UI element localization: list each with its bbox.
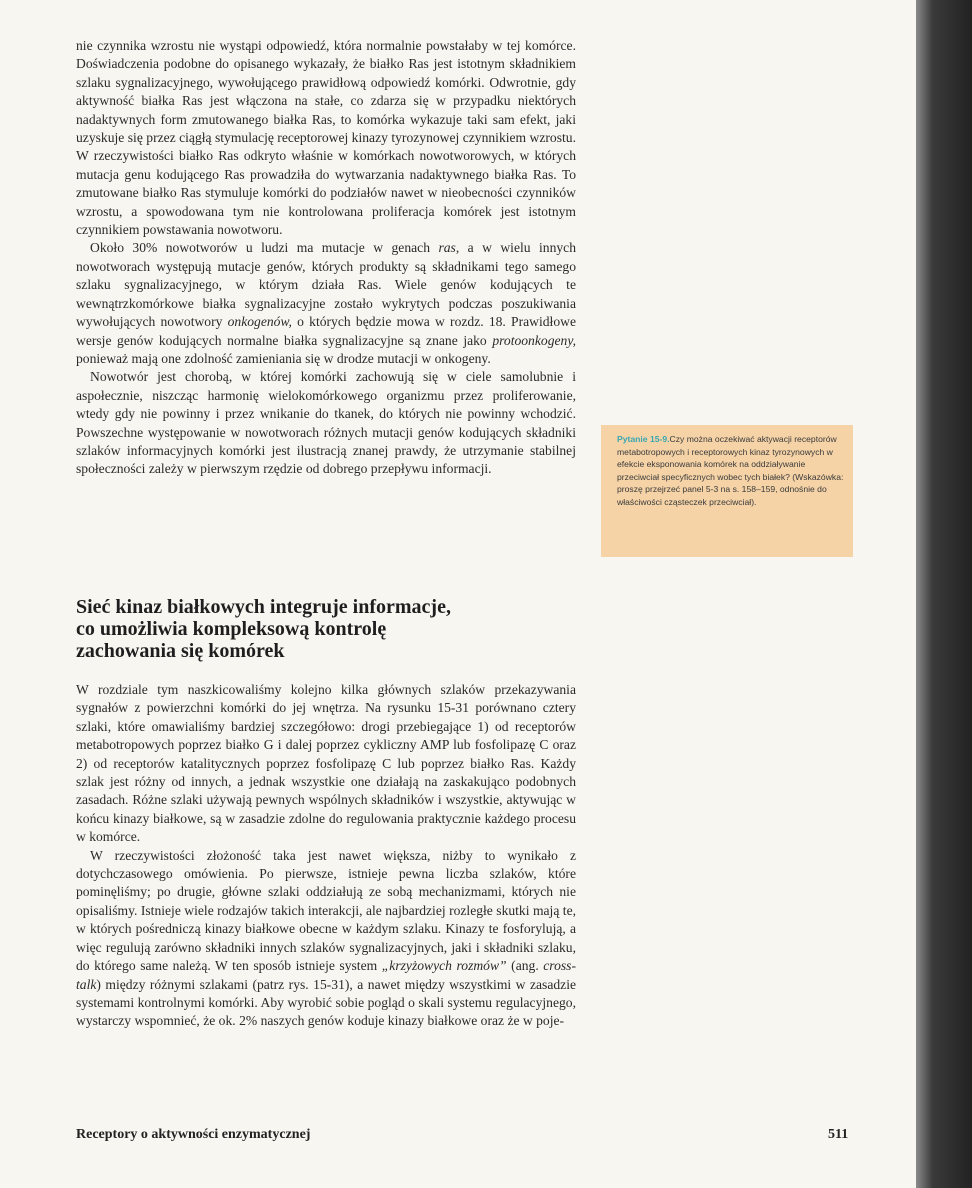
paragraph-signal-pathways: W rozdziale tym naszkicowaliśmy kolejno kilka głównych szlaków przekazywania sygnałów z powierzchni komórki do jej wnętrza. Na rysunku 15-31 porównano cztery szlaki, które omawialiśmy bardziej szczegółowo: drogi przebiegające 1) od receptorów metabotropowych poprzez białko G i dalej poprzez cykliczny AMP lub fosfolipazę C oraz 2) od receptorów katalitycznych poprzez fosfolipazę C lub poprzez białko Ras. Każdy szlak jest różny od innych, a jednak wszystkie one działają na zaskakująco podobnych zasadach. Różne szlaki używają pewnych wspólnych składników i wszystkie, aktywując w końcu kinazy białkowe, są w zasadzie zdolne do regulowania praktycznie każdego procesu w komórce. [76,682,576,845]
section-heading: Sieć kinaz białkowych integruje informacje, co umożliwia kompleksową kontrolę zachowania się komórek [76,596,451,662]
question-text: Czy można oczekiwać aktywacji receptorów metabotropowych i receptorowych kinaz tyrozynowych w efekcie eksponowania komórek na oddziaływanie przeciwciał specyficznych wobec tych białek? (Wskazówka: proszę przejrzeć panel 5-3 na s. 158–159, odnośnie do właściwości cząsteczek przeciwciał). [617,434,844,507]
question-label: Pytanie 15-9. [617,434,670,444]
paragraph-ras-experiments: nie czynnika wzrostu nie wystąpi odpowiedź, która normalnie powstałaby w tej komórce. Doświadczenia podobne do opisanego wykazały, że białko Ras jest istotnym składnikiem szlaku sygnalizacyjnego, wywołującego prawidłową odpowiedź komórki. Odwrotnie, gdy aktywność białka Ras jest włączona na stałe, co zdarza się w przypadku niektórych nadaktywnych form zmutowanego białka Ras, to komórka wykazuje taki sam efekt, jaki uzyskuje się przez ciągłą stymulację receptorowej kinazy tyrozynowej czynnikiem wzrostu. W rzeczywistości białko Ras odkryto właśnie w komórkach nowotworowych, w których mutacja genu kodującego Ras prowadziła do wytwarzania nadaktywnego białka Ras. To zmutowane białko Ras stymuluje komórki do podziałów nawet w nieobecności czynników wzrostu, a spowodowana tym nie kontrolowana proliferacja komórek jest istotnym czynnikiem powstawania nowotworu. [76,38,576,238]
top-text-column [76,37,576,479]
question-box [601,425,853,557]
page-number: 511 [828,1127,849,1142]
running-footer-title: Receptory o aktywności enzymatycznej [76,1127,311,1142]
paragraph-cancer: Nowotwór jest chorobą, w której komórki zachowują się w ciele samolubnie i aspołecznie, niszcząc harmonię wielokomórkowego organizmu przez proliferowanie, wtedy gdy nie powinny i przez wnikanie do tkanek, do których nie powinny wchodzić. Powszechne występowanie w nowotworach różnych mutacji genów kodujących składniki szlaków informacyjnych komórki jest ilustracją znanej prawdy, że utrzymanie stabilnej społeczności zależy w pierwszym rzędzie od dobrego przepływu informacji. [76,369,576,477]
paragraph-cross-talk: W rzeczywistości złożoność taka jest nawet większa, niżby to wynikało z dotychczasowego omówienia. Po pierwsze, istnieje pewna liczba szlaków, które pominęliśmy; po drugie, główne szlaki oddziałują ze sobą mechanizmami, których nie opisaliśmy. Istnieje wiele rodzajów takich interakcji, ale najbardziej rozległe skutki mają te, w których pośredniczą kinazy białkowe obecne w każdym szlaku. Kinazy te fosforylują, a więc regulują zarówno składniki innych szlaków sygnalizacyjnych, jaki i składniki szlaku, do którego same należą. W ten sposób istnieje system „krzyżowych rozmów” (ang. cross-talk) między różnymi szlakami (patrz rys. 15-31), a nawet między wszystkimi w zasadzie systemami kontrolnymi komórki. Aby wyrobić sobie pogląd o skali systemu regulacyjnego, wystarczy wspomnieć, że ok. 2% naszych genów koduje kinazy białkowe oraz że w poje- [76,847,576,1029]
paragraph-ras-mutations: Około 30% nowotworów u ludzi ma mutacje w genach ras, a w wielu innych nowotworach występują mutacje genów, których produkty są składnikami tego samego szlaku sygnalizacyjnego, w którym działa Ras. Wiele genów kodujących te wewnątrzkomórkowe białka sygnalizacyjne zostało wykrytych podczas poszukiwania wywołujących nowotwory onkogenów, o których będzie mowa w rozdz. 18. Prawidłowe wersje genów kodujących normalne białka sygnalizacyjne są znane jako protoonkogeny, ponieważ mają one zdolność zamieniania się w drodze mutacji w onkogeny. [76,240,576,366]
page-edge-shadow [916,0,972,1188]
bottom-text-column [76,681,576,1031]
